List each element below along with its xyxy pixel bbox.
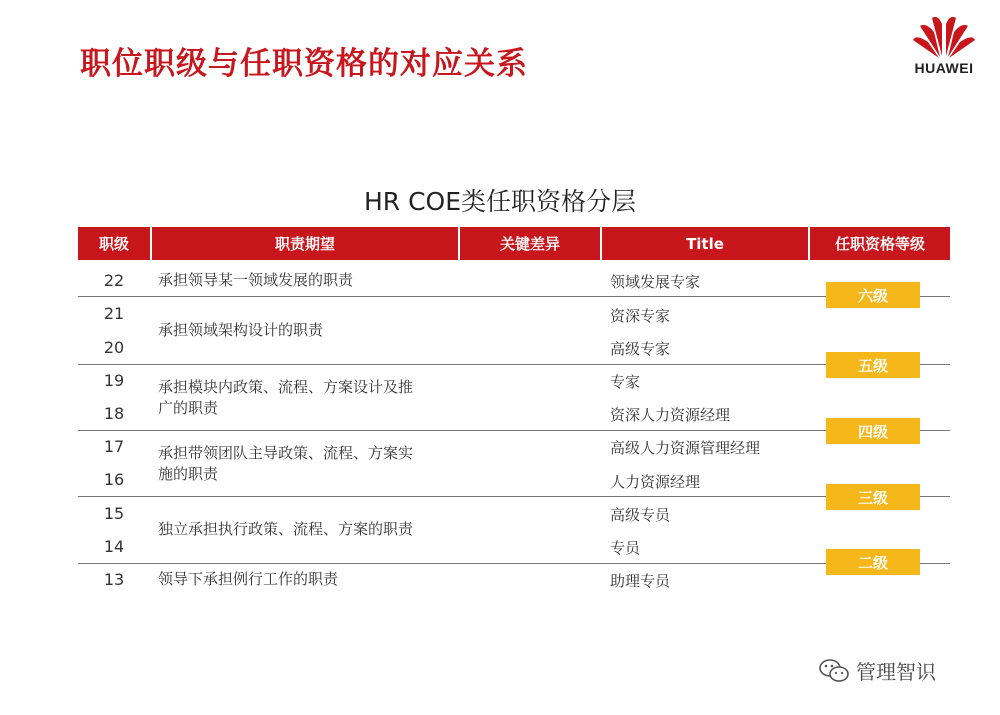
level-cell: 15 bbox=[103, 504, 125, 523]
level-cell: 16 bbox=[103, 470, 125, 489]
level-cell: 14 bbox=[103, 537, 125, 556]
responsibility-cell bbox=[158, 377, 458, 419]
responsibility-line: 承担模块内政策、流程、方案设计及推 bbox=[158, 378, 414, 396]
grade-badge: 六级 bbox=[826, 282, 920, 308]
responsibility-line: 承担领导某一领域发展的职责 bbox=[158, 271, 354, 289]
table-title: HR COE类任职资格分层 bbox=[363, 187, 637, 216]
huawei-logo bbox=[906, 14, 982, 84]
grade-badge: 三级 bbox=[826, 484, 920, 510]
title-cell: 高级专员 bbox=[610, 506, 671, 524]
title-cell: 领域发展专家 bbox=[610, 273, 701, 291]
logo-text: HUAWEI bbox=[914, 60, 974, 76]
row-divider bbox=[78, 430, 950, 431]
row-divider bbox=[78, 364, 950, 365]
level-cell: 18 bbox=[103, 404, 125, 423]
responsibility-line: 承担领域架构设计的职责 bbox=[158, 321, 324, 339]
title-cell: 助理专员 bbox=[610, 572, 671, 590]
row-divider bbox=[78, 296, 950, 297]
responsibility-cell bbox=[158, 519, 458, 540]
title-cell: 高级专家 bbox=[610, 340, 671, 358]
grade-badge: 五级 bbox=[826, 352, 920, 378]
level-cell: 20 bbox=[103, 338, 125, 357]
title-cell: 专家 bbox=[610, 373, 641, 391]
row-divider bbox=[78, 563, 950, 564]
title-cell: 资深专家 bbox=[610, 307, 671, 325]
responsibility-line: 承担带领团队主导政策、流程、方案实 bbox=[158, 444, 414, 462]
watermark-text: 管理智识 bbox=[856, 660, 936, 684]
title-cell: 高级人力资源管理经理 bbox=[610, 439, 761, 457]
huawei-logo-icon bbox=[912, 14, 976, 58]
level-cell: 19 bbox=[103, 371, 125, 390]
header-grade: 任职资格等级 bbox=[810, 227, 950, 260]
responsibility-line: 施的职责 bbox=[158, 465, 219, 483]
level-cell: 17 bbox=[103, 437, 125, 456]
grade-badge: 四级 bbox=[826, 418, 920, 444]
page-title: 职位职级与任职资格的对应关系 bbox=[80, 46, 528, 82]
responsibility-line: 广的职责 bbox=[158, 399, 219, 417]
responsibility-line: 领导下承担例行工作的职责 bbox=[158, 570, 339, 588]
responsibility-cell bbox=[158, 443, 458, 485]
grade-badge: 二级 bbox=[826, 549, 920, 575]
wechat-icon bbox=[818, 657, 850, 685]
level-cell: 21 bbox=[103, 304, 125, 323]
responsibility-line: 独立承担执行政策、流程、方案的职责 bbox=[158, 520, 414, 538]
watermark bbox=[818, 656, 936, 685]
responsibility-cell bbox=[158, 569, 458, 590]
responsibility-cell bbox=[158, 320, 458, 341]
responsibility-cell bbox=[158, 270, 458, 291]
level-cell: 22 bbox=[103, 271, 125, 290]
title-cell: 专员 bbox=[610, 539, 641, 557]
title-cell: 资深人力资源经理 bbox=[610, 406, 731, 424]
header-title: Title bbox=[602, 227, 808, 260]
title-cell: 人力资源经理 bbox=[610, 473, 701, 491]
level-cell: 13 bbox=[103, 570, 125, 589]
header-responsibility: 职责期望 bbox=[152, 227, 458, 260]
header-level: 职级 bbox=[78, 227, 150, 260]
row-divider bbox=[78, 496, 950, 497]
header-key-difference: 关键差异 bbox=[460, 227, 600, 260]
